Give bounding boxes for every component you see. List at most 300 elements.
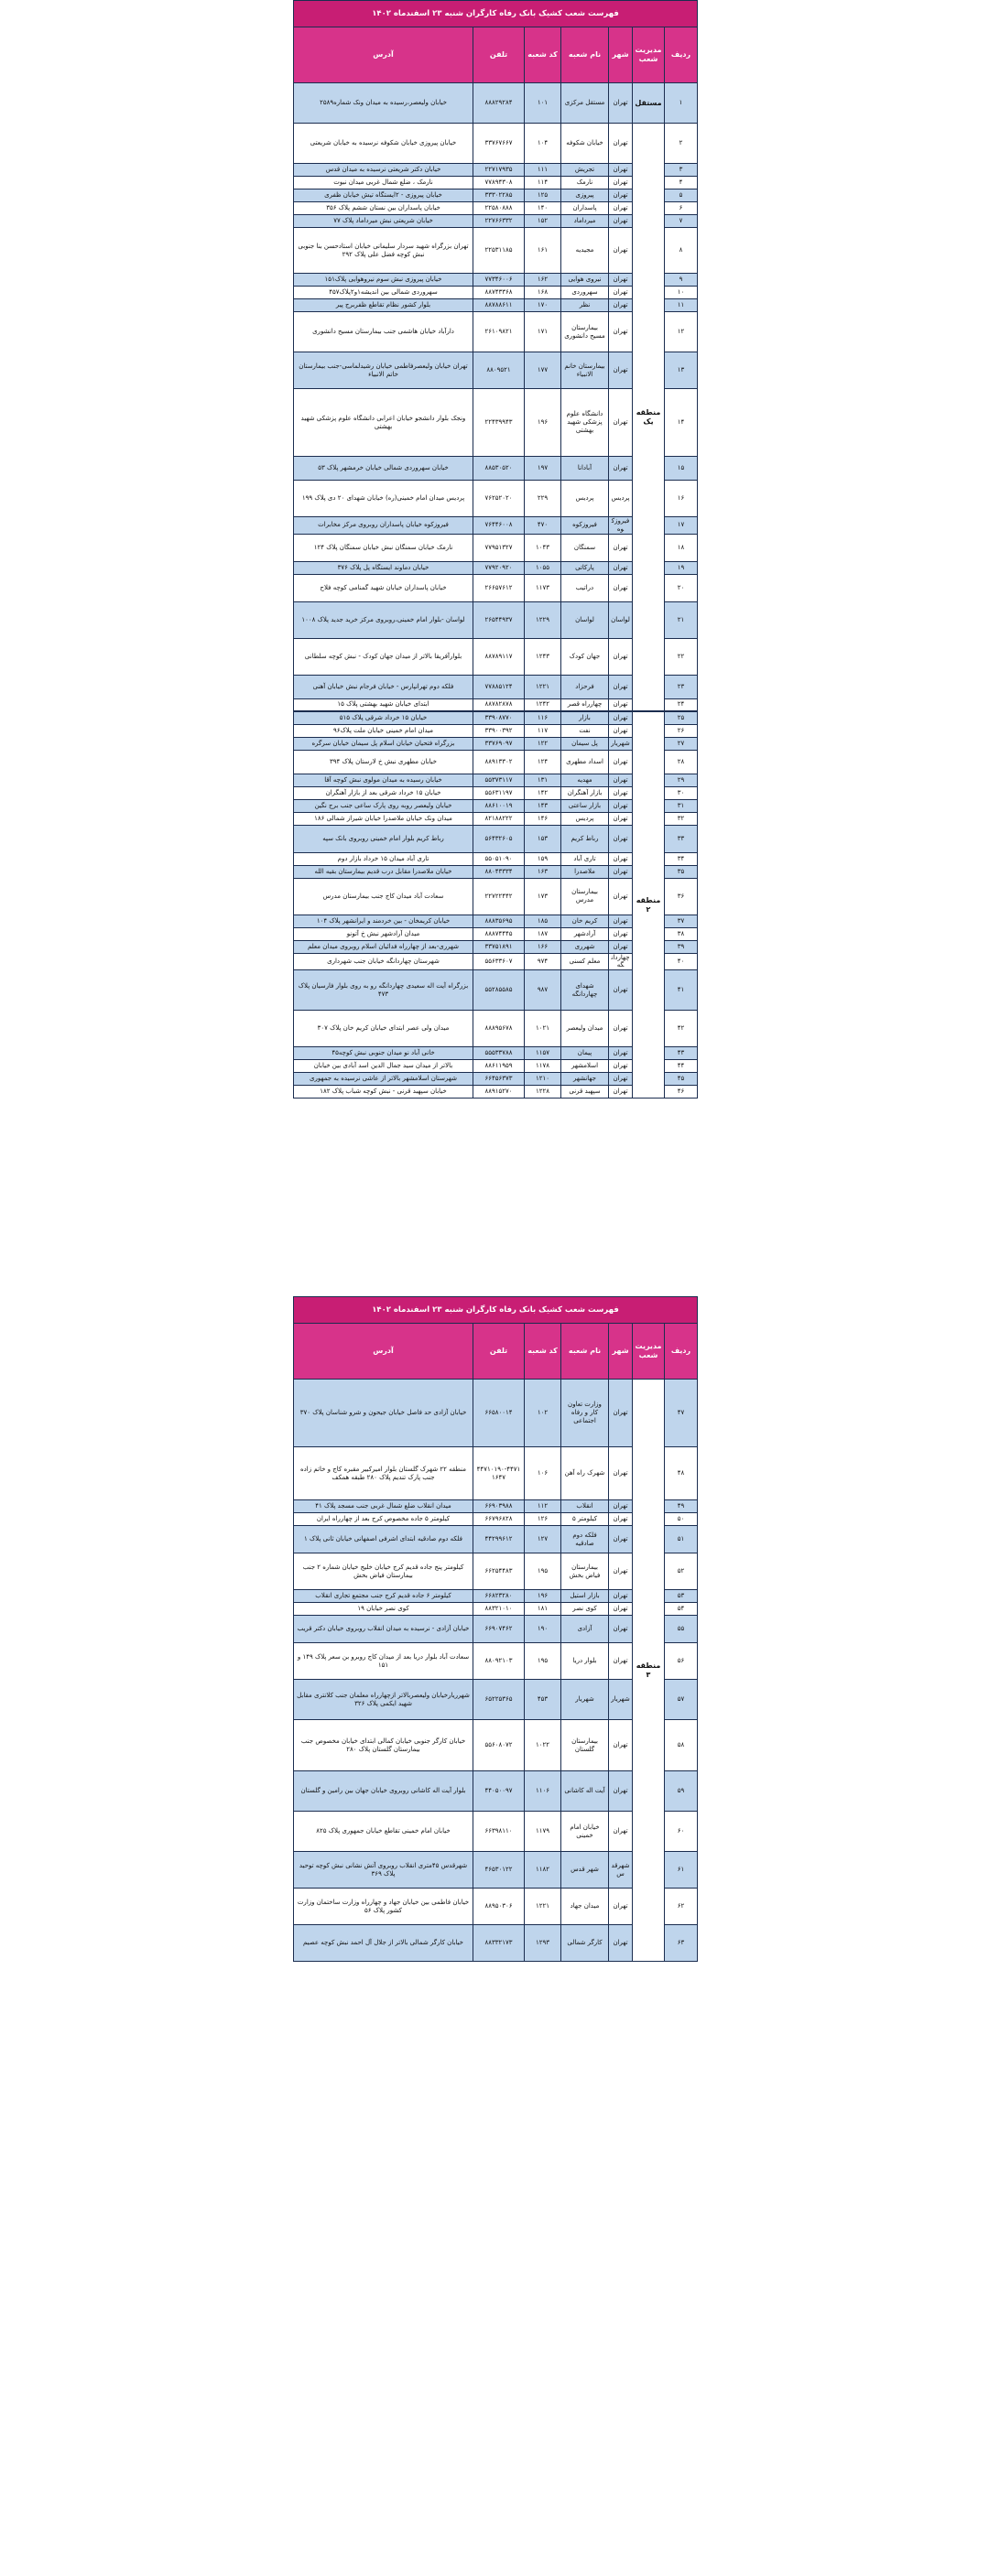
branch-name-cell: کریم خان	[561, 915, 609, 927]
city-cell: تهران	[609, 534, 633, 561]
branch-code-cell: ۱۷۰	[525, 299, 561, 312]
branch-name-cell: دراتیب	[561, 574, 609, 601]
phone-cell: ۶۶۳۹۸۱۱۰	[473, 1812, 525, 1852]
address-cell: بلوار آیت اله کاشانی روبروی خیابان جهان بین رامین و گلستان	[294, 1771, 473, 1812]
address-cell: لواسان -بلوار امام خمینی،روبروی مرکز خرید جدید پلاک ۱۰۰۸	[294, 601, 473, 638]
phone-cell: ۲۲۷۲۲۴۴۲	[473, 878, 525, 915]
row-number-cell: ۱	[665, 83, 698, 124]
address-cell: بزرگراه آیت اله سعیدی چهاردانگه رو به روی بلوار فارسیان پلاک ۴۷۳	[294, 970, 473, 1011]
phone-cell: ۲۶۱۰۹۸۲۱	[473, 312, 525, 352]
row-number-cell: ۹	[665, 274, 698, 287]
branch-code-cell: ۱۱۷۸	[525, 1060, 561, 1073]
branch-code-cell: ۱۲۲	[525, 737, 561, 750]
phone-cell: ۸۸۸۲۹۲۸۴	[473, 83, 525, 124]
address-cell: میدان ولی عصر ابتدای خیابان کریم خان پلاک ۳۰۷	[294, 1011, 473, 1047]
city-cell: تهران	[609, 724, 633, 737]
city-cell: تهران	[609, 638, 633, 675]
row-number-cell: ۶۰	[665, 1812, 698, 1852]
header-row-number: ردیف	[665, 1324, 698, 1380]
branch-code-cell: ۱۰۵۵	[525, 561, 561, 574]
row-number-cell: ۳	[665, 164, 698, 177]
branch-code-cell: ۱۷۱	[525, 312, 561, 352]
header-branch-code: کد شعبه	[525, 27, 561, 83]
branch-code-cell: ۱۰۴	[525, 124, 561, 164]
phone-cell: ۵۵۶۳۳۶۰۷	[473, 953, 525, 970]
row-number-cell: ۱۵	[665, 457, 698, 481]
management-cell: منطقه یک	[633, 124, 665, 712]
phone-cell: ۶۶۴۵۶۳۷۳	[473, 1073, 525, 1086]
branches-table-page-1	[293, 0, 698, 1099]
city-cell: شهرقدس	[609, 1852, 633, 1889]
city-cell: تهران	[609, 1086, 633, 1099]
city-cell: تهران	[609, 389, 633, 457]
phone-cell: ۲۲۵۳۱۱۸۵	[473, 228, 525, 274]
branch-code-cell: ۱۰۲	[525, 1380, 561, 1447]
row-number-cell: ۱۴	[665, 389, 698, 457]
city-cell: شهریار	[609, 1680, 633, 1720]
row-number-cell: ۱۰	[665, 287, 698, 299]
city-cell: تهران	[609, 786, 633, 799]
branch-code-cell: ۱۴۲	[525, 786, 561, 799]
phone-cell: ۶۶۵۸۰۰۱۴	[473, 1380, 525, 1447]
branch-code-cell: ۱۹۵	[525, 1643, 561, 1680]
branch-name-cell: فلکه دوم صادقیه	[561, 1526, 609, 1553]
branch-name-cell: بازار	[561, 711, 609, 724]
phone-cell: ۵۵۵۳۳۷۸۸	[473, 1047, 525, 1060]
city-cell: تهران	[609, 852, 633, 865]
city-cell: تهران	[609, 1380, 633, 1447]
address-cell: میدان امام خمینی خیابان ملت پلاک۹۶	[294, 724, 473, 737]
page-1	[293, 0, 698, 1099]
address-cell: خیابان پیروزی - ۲ایستگاه تیش خیابان ظفری	[294, 189, 473, 202]
address-cell: خیابان دماوند ایستگاه پل پلاک ۳۷۶	[294, 561, 473, 574]
address-cell: کوی نصر خیابان ۱۹	[294, 1603, 473, 1616]
phone-cell: ۸۸۸۷۴۴۴۵	[473, 927, 525, 940]
branch-name-cell: چهارراه قصر	[561, 698, 609, 711]
branch-name-cell: سمنگان	[561, 534, 609, 561]
branch-code-cell: ۱۱۵۷	[525, 1047, 561, 1060]
phone-cell: ۸۸۶۱۰۰۱۹	[473, 799, 525, 812]
branch-code-cell: ۱۲۶	[525, 1513, 561, 1526]
row-number-cell: ۱۷	[665, 517, 698, 535]
phone-cell: ۷۶۲۵۲۰۲۰	[473, 481, 525, 517]
branch-code-cell: ۱۹۶	[525, 1590, 561, 1603]
phone-cell: ۳۳۷۶۹۰۹۷	[473, 737, 525, 750]
row-number-cell: ۲۰	[665, 574, 698, 601]
branch-name-cell: معلم کسنی	[561, 953, 609, 970]
city-cell: تهران	[609, 812, 633, 825]
branch-code-cell: ۱۰۲۲	[525, 1720, 561, 1771]
branch-code-cell: ۱۲۱۰	[525, 1073, 561, 1086]
branch-name-cell: پردیس	[561, 812, 609, 825]
phone-cell: ۷۷۹۵۱۳۲۷	[473, 534, 525, 561]
city-cell: فیروزکوه	[609, 517, 633, 535]
city-cell: تهران	[609, 915, 633, 927]
branch-code-cell: ۱۰۱	[525, 83, 561, 124]
city-cell: تهران	[609, 1889, 633, 1925]
phone-cell: ۸۸۹۱۵۲۷۰	[473, 1086, 525, 1099]
city-cell: تهران	[609, 83, 633, 124]
branch-name-cell: پیمان	[561, 1047, 609, 1060]
address-cell: بلوار کشور نظام تقاطع ظفربرج پیر	[294, 299, 473, 312]
branch-code-cell: ۴۵۳	[525, 1680, 561, 1720]
row-number-cell: ۲۶	[665, 724, 698, 737]
branch-name-cell: نظر	[561, 299, 609, 312]
row-number-cell: ۳۱	[665, 799, 698, 812]
address-cell: خیابان فاطمی بین خیابان جهاد و چهارراه وزارت ساختمان وزارت کشور پلاک ۵۶	[294, 1889, 473, 1925]
branch-name-cell: شهرک راه آهن	[561, 1447, 609, 1500]
phone-cell: ۸۲۱۸۸۲۲۲	[473, 812, 525, 825]
header-management: مدیریت شعب	[633, 1324, 665, 1380]
city-cell: تهران	[609, 215, 633, 228]
city-cell: تهران	[609, 1500, 633, 1513]
row-number-cell: ۱۳	[665, 352, 698, 389]
row-number-cell: ۲۷	[665, 737, 698, 750]
branch-code-cell: ۱۴۶	[525, 812, 561, 825]
row-number-cell: ۱۶	[665, 481, 698, 517]
phone-cell: ۳۳۹۰۸۷۷۰	[473, 711, 525, 724]
branch-name-cell: تجریش	[561, 164, 609, 177]
address-cell: منطقه ۲۲ شهرک گلستان بلوار امیرکبیر مقبره کاج و خاتم زاده جنب پارک تندیم پلاک ۲۸۰ طبقه همکف	[294, 1447, 473, 1500]
row-number-cell: ۱۲	[665, 312, 698, 352]
header-address: آدرس	[294, 27, 473, 83]
row-number-cell: ۱۹	[665, 561, 698, 574]
city-cell: تهران	[609, 274, 633, 287]
city-cell: تهران	[609, 1720, 633, 1771]
row-number-cell: ۵۵	[665, 1616, 698, 1643]
address-cell: کیلومتر ۵ جاده مخصوص کرج بعد از چهارراه ایران	[294, 1513, 473, 1526]
branch-code-cell: ۱۲۵	[525, 189, 561, 202]
table-title: فهرست شعب کشیک بانک رفاه کارگران شنبه ۲۳ اسفندماه ۱۴۰۲	[294, 1, 698, 27]
branch-code-cell: ۱۱۲	[525, 1500, 561, 1513]
address-cell: شهرستان اسلامشهر بالاتر از عاشی نرسیده به جمهوری	[294, 1073, 473, 1086]
branch-name-cell: بیمارستان گلستان	[561, 1720, 609, 1771]
city-cell: تهران	[609, 1590, 633, 1603]
branch-code-cell: ۱۸۷	[525, 927, 561, 940]
address-cell: خیابان پاسداران خیابان شهید گمنامی کوچه فلاح	[294, 574, 473, 601]
branch-name-cell: آبادانا	[561, 457, 609, 481]
branch-name-cell: کارگر شمالی	[561, 1925, 609, 1962]
city-cell: تهران	[609, 1513, 633, 1526]
phone-cell: ۸۸۶۱۱۹۵۹	[473, 1060, 525, 1073]
city-cell: تهران	[609, 825, 633, 852]
phone-cell: ۸۸۳۲۱۰۱۰	[473, 1603, 525, 1616]
address-cell: خیابان رسیده به میدان مولوی نبش کوچه آقا	[294, 774, 473, 786]
city-cell: تهران	[609, 1771, 633, 1812]
city-cell: تهران	[609, 457, 633, 481]
address-cell: ابتدای خیابان شهید بهشتی پلاک ۱۵	[294, 698, 473, 711]
phone-cell: ۳۳۹۰۰۳۹۲	[473, 724, 525, 737]
address-cell: سهروردی شمالی بین اندیشه۱و۲پلاک۴۵۷	[294, 287, 473, 299]
phone-cell: ۴۴۲۹۹۶۱۲	[473, 1526, 525, 1553]
phone-cell: ۸۸۷۴۳۳۶۸	[473, 287, 525, 299]
row-number-cell: ۳۳	[665, 825, 698, 852]
row-number-cell: ۵۰	[665, 1513, 698, 1526]
city-cell: تهران	[609, 865, 633, 878]
branch-name-cell: پارکاتی	[561, 561, 609, 574]
row-number-cell: ۲۱	[665, 601, 698, 638]
table-title: فهرست شعب کشیک بانک رفاه کارگران شنبه ۲۳ اسفندماه ۱۴۰۲	[294, 1297, 698, 1324]
row-number-cell: ۶۳	[665, 1925, 698, 1962]
city-cell: لواسان	[609, 601, 633, 638]
header-city: شهر	[609, 1324, 633, 1380]
address-cell: شهرستان چهاردانگه خیابان جنب شهرداری	[294, 953, 473, 970]
page-2	[293, 1296, 698, 1962]
phone-cell: ۴۴۰۵۰۰۹۷	[473, 1771, 525, 1812]
branch-code-cell: ۱۹۰	[525, 1616, 561, 1643]
phone-cell: ۷۷۳۴۶۰۰۶	[473, 274, 525, 287]
address-cell: خیابان شریعتی نبش میرداماد پلاک ۷۷	[294, 215, 473, 228]
row-number-cell: ۵۸	[665, 1720, 698, 1771]
city-cell: تهران	[609, 312, 633, 352]
branch-code-cell: ۱۲۷	[525, 1526, 561, 1553]
branch-name-cell: دانشگاه علوم پزشکی شهید بهشتی	[561, 389, 609, 457]
branch-name-cell: بیمارستان فیاض بخش	[561, 1553, 609, 1590]
row-number-cell: ۳۷	[665, 915, 698, 927]
city-cell: تهران	[609, 1073, 633, 1086]
table-row	[294, 124, 698, 164]
row-number-cell: ۴۳	[665, 1047, 698, 1060]
branch-code-cell: ۴۷۰	[525, 517, 561, 535]
branch-code-cell: ۱۲۲۱	[525, 1889, 561, 1925]
branch-code-cell: ۱۱۴	[525, 177, 561, 189]
phone-cell: ۷۷۸۹۴۳۰۸	[473, 177, 525, 189]
branch-code-cell: ۱۰۴۳	[525, 534, 561, 561]
city-cell: تهران	[609, 799, 633, 812]
address-cell: شهرری-بعد از چهارراه فدائیان اسلام روبروی میدان معلم	[294, 940, 473, 953]
city-cell: تهران	[609, 189, 633, 202]
header-branch-code: کد شعبه	[525, 1324, 561, 1380]
branch-code-cell: ۱۱۷	[525, 724, 561, 737]
branch-name-cell: پل سیمان	[561, 737, 609, 750]
row-number-cell: ۴۵	[665, 1073, 698, 1086]
city-cell: تهران	[609, 1603, 633, 1616]
row-number-cell: ۴۷	[665, 1380, 698, 1447]
branch-name-cell: تاری آباد	[561, 852, 609, 865]
address-cell: خیابان آزادی حد فاصل خیابان جیحون و شرو شناسان پلاک ۳۷۰	[294, 1380, 473, 1447]
address-cell: تاری آباد میدان ۱۵ خرداد بازار دوم	[294, 852, 473, 865]
branch-code-cell: ۱۴۳	[525, 799, 561, 812]
table-row	[294, 711, 698, 724]
branch-code-cell: ۱۶۲	[525, 274, 561, 287]
branch-code-cell: ۱۰۶	[525, 1447, 561, 1500]
city-cell: تهران	[609, 675, 633, 698]
branch-name-cell: رباط کریم	[561, 825, 609, 852]
branch-code-cell: ۱۲۲۱	[525, 675, 561, 698]
city-cell: تهران	[609, 177, 633, 189]
address-cell: خیابان مطهری نبش خ لارستان پلاک ۳۹۴	[294, 750, 473, 774]
city-cell: تهران	[609, 1526, 633, 1553]
phone-cell: ۳۳۳۰۲۲۸۵	[473, 189, 525, 202]
city-cell: تهران	[609, 202, 633, 215]
phone-cell: ۳۳۷۵۱۸۹۱	[473, 940, 525, 953]
row-number-cell: ۵	[665, 189, 698, 202]
row-number-cell: ۴۹	[665, 1500, 698, 1513]
branch-name-cell: مهدیه	[561, 774, 609, 786]
city-cell: تهران	[609, 228, 633, 274]
address-cell: فیروزکوه خیابان پاسداران روبروی مرکز مخابرات	[294, 517, 473, 535]
address-cell: خیابان سپهبد قرنی - نبش کوچه شباب پلاک ۱۸۲	[294, 1086, 473, 1099]
city-cell: تهران	[609, 698, 633, 711]
city-cell: تهران	[609, 1643, 633, 1680]
phone-cell: ۶۶۹۰۷۴۶۲	[473, 1616, 525, 1643]
branch-name-cell: پاسداران	[561, 202, 609, 215]
branch-name-cell: نارمک	[561, 177, 609, 189]
address-cell: دارآباد خیابان هاشمی جنب بیمارستان مسیح دانشوری	[294, 312, 473, 352]
branch-name-cell: بازار استیل	[561, 1590, 609, 1603]
phone-cell: ۶۶۹۰۳۹۸۸	[473, 1500, 525, 1513]
row-number-cell: ۴۲	[665, 1011, 698, 1047]
row-number-cell: ۷	[665, 215, 698, 228]
city-cell: تهران	[609, 574, 633, 601]
branch-name-cell: مجیدیه	[561, 228, 609, 274]
address-cell: خیابان ولیعصر روبه روی پارک ساعی جنب برج نگین	[294, 799, 473, 812]
row-number-cell: ۵۳	[665, 1590, 698, 1603]
row-number-cell: ۵۲	[665, 1553, 698, 1590]
city-cell: تهران	[609, 970, 633, 1011]
branch-code-cell: ۱۱۰۶	[525, 1771, 561, 1812]
phone-cell: ۶۶۲۵۴۴۸۳	[473, 1553, 525, 1590]
phone-cell: ۵۶۴۳۲۶۰۵	[473, 825, 525, 852]
address-cell: خیابان امام خمینی تقاطع خیابان جمهوری پلاک ۸۲۵	[294, 1812, 473, 1852]
city-cell: تهران	[609, 1047, 633, 1060]
row-number-cell: ۲۵	[665, 711, 698, 724]
branch-name-cell: آزادی	[561, 1616, 609, 1643]
branch-code-cell: ۹۷۴	[525, 953, 561, 970]
address-cell: میدان آرادشهر نبش خ آتونو	[294, 927, 473, 940]
row-number-cell: ۳۴	[665, 852, 698, 865]
row-number-cell: ۲۴	[665, 698, 698, 711]
city-cell: چهاردانگه	[609, 953, 633, 970]
phone-cell: ۸۸۰۹۲۱۰۳	[473, 1643, 525, 1680]
phone-cell: ۲۶۶۵۷۶۱۲	[473, 574, 525, 601]
city-cell: تهران	[609, 1011, 633, 1047]
branch-name-cell: شهریار	[561, 1680, 609, 1720]
address-cell: رباط کریم بلوار امام خمینی روبروی بانک سپه	[294, 825, 473, 852]
branch-code-cell: ۱۵۳	[525, 825, 561, 852]
branch-name-cell: کوی نصر	[561, 1603, 609, 1616]
address-cell: شهرریارخیابان ولیعصربالاتر ازچهارراه معلمان جنب کلانتری مقابل شهید ایکمی پلاک ۳۲۶	[294, 1680, 473, 1720]
branch-name-cell: فرحزاد	[561, 675, 609, 698]
branch-code-cell: ۱۶۶	[525, 940, 561, 953]
branch-code-cell: ۱۱۷۳	[525, 574, 561, 601]
address-cell: خیابان کریمخان - بین خردمند و ایرانشهر پلاک ۱۰۴	[294, 915, 473, 927]
branch-code-cell: ۱۲۴	[525, 750, 561, 774]
management-cell: مستقل	[633, 83, 665, 124]
phone-cell: ۵۵۲۸۵۵۸۵	[473, 970, 525, 1011]
row-number-cell: ۶۲	[665, 1889, 698, 1925]
phone-cell: ۲۲۷۱۷۹۳۵	[473, 164, 525, 177]
address-cell: بالاتر از میدان سید جمال الدین اسد آبادی بین خیابان	[294, 1060, 473, 1073]
row-number-cell: ۴۰	[665, 953, 698, 970]
address-cell: خیابان پیروزی خیابان شکوفه نرسیده به خیابان شریعتی	[294, 124, 473, 164]
address-cell: خیابان سهروردی شمالی خیابان خرمشهر پلاک ۵۳	[294, 457, 473, 481]
city-cell: تهران	[609, 164, 633, 177]
row-number-cell: ۶	[665, 202, 698, 215]
branch-code-cell: ۲۲۹	[525, 481, 561, 517]
city-cell: تهران	[609, 561, 633, 574]
phone-cell: ۸۸۷۸۲۸۷۸	[473, 698, 525, 711]
address-cell: خیابان ۱۵ خرداد شرقی بعد از بازار آهنگران	[294, 786, 473, 799]
branch-code-cell: ۹۸۷	[525, 970, 561, 1011]
address-cell: خیابان ملاصدرا مقابل درب قدیم بیمارستان بقیه الله	[294, 865, 473, 878]
address-cell: خیابان دکتر شریعتی نرسیده به میدان قدس	[294, 164, 473, 177]
address-cell: پردیس میدان امام خمینی(ره) خیابان شهدای ۲۰ دی پلاک ۱۹۹	[294, 481, 473, 517]
row-number-cell: ۶۱	[665, 1852, 698, 1889]
phone-cell: ۸۸۹۱۳۳۰۲	[473, 750, 525, 774]
city-cell: تهران	[609, 124, 633, 164]
phone-cell: ۸۸۹۵۰۳۰۶	[473, 1889, 525, 1925]
branch-code-cell: ۱۹۷	[525, 457, 561, 481]
row-number-cell: ۱۱	[665, 299, 698, 312]
city-cell: تهران	[609, 1616, 633, 1643]
city-cell: تهران	[609, 352, 633, 389]
address-cell: خیابان کارگر شمالی بالاتر از جلال آل احمد نبش کوچه عصیم	[294, 1925, 473, 1962]
branch-name-cell: پیروزی	[561, 189, 609, 202]
row-number-cell: ۲۸	[665, 750, 698, 774]
branch-code-cell: ۱۱۸۲	[525, 1852, 561, 1889]
phone-cell: ۲۲۴۳۹۹۴۳	[473, 389, 525, 457]
address-cell: خیابان آزادی - نرسیده به میدان انقلاب روبروی خیابان دکتر قریب	[294, 1616, 473, 1643]
address-cell: خیابان پیروزی نبش سوم نیروهوایی پلاک۱۵۱	[294, 274, 473, 287]
city-cell: تهران	[609, 1553, 633, 1590]
address-cell: خیابان پاسداران بین نستان ششم پلاک ۳۵۶	[294, 202, 473, 215]
address-cell: فلکه دوم تهرانپارس - خیابان فرجام نبش خیابان آهنی	[294, 675, 473, 698]
city-cell: تهران	[609, 1447, 633, 1500]
row-number-cell: ۳۲	[665, 812, 698, 825]
address-cell: تهران خیابان ولیعصرفاطمی خیابان رشیدلماسی-جنب بیمارستان خاتم الانبیاء	[294, 352, 473, 389]
branch-code-cell: ۱۲۴۲	[525, 698, 561, 711]
row-number-cell: ۳۹	[665, 940, 698, 953]
branch-name-cell: بلوار دریا	[561, 1643, 609, 1680]
branch-name-cell: اسداد مطهری	[561, 750, 609, 774]
branch-name-cell: آیت اله کاشانی	[561, 1771, 609, 1812]
address-cell: خیابان ولیعصر،رسیده به میدان ونک شماره۲۵۸۹	[294, 83, 473, 124]
phone-cell: ۸۸۸۳۵۶۹۵	[473, 915, 525, 927]
city-cell: تهران	[609, 878, 633, 915]
branch-name-cell: کیلومتر ۵	[561, 1513, 609, 1526]
branch-name-cell: اسلامشهر	[561, 1060, 609, 1073]
branch-name-cell: لواسان	[561, 601, 609, 638]
phone-cell: ۵۵۶۰۸۰۷۲	[473, 1720, 525, 1771]
row-number-cell: ۳۵	[665, 865, 698, 878]
phone-cell: ۸۸۷۸۹۱۱۷	[473, 638, 525, 675]
branch-code-cell: ۱۶۸	[525, 287, 561, 299]
city-cell: تهران	[609, 774, 633, 786]
address-cell: شهرقدس ۴۵متری انقلاب روبروی آتش نشانی نبش کوچه توحید پلاک ۳۶۹	[294, 1852, 473, 1889]
header-address: آدرس	[294, 1324, 473, 1380]
phone-cell: ۲۶۵۴۴۹۳۷	[473, 601, 525, 638]
table-row	[294, 1380, 698, 1447]
branch-code-cell: ۱۱۶	[525, 711, 561, 724]
branch-name-cell: انقلاب	[561, 1500, 609, 1513]
branch-name-cell: ملاصدرا	[561, 865, 609, 878]
phone-cell: ۵۵۶۳۱۱۹۷	[473, 786, 525, 799]
phone-cell: ۵۵۳۷۳۱۱۷	[473, 774, 525, 786]
address-cell: تهران بزرگراه شهید سردار سلیمانی خیابان استادحسن بنا جنوبی نبش کوچه فضل علی پلاک ۲۹۲	[294, 228, 473, 274]
header-branch-name: نام شعبه	[561, 27, 609, 83]
address-cell: خانی آباد نو میدان جنوبی نبش کوچه۴۵	[294, 1047, 473, 1060]
row-number-cell: ۲	[665, 124, 698, 164]
address-cell: ونجک بلوار دانشجو خیابان اعرابی دانشگاه علوم پزشکی شهید بهشتی	[294, 389, 473, 457]
phone-cell: ۸۸۰۹۵۲۱	[473, 352, 525, 389]
header-city: شهر	[609, 27, 633, 83]
phone-cell: ۷۶۴۴۶۰۰۸	[473, 517, 525, 535]
row-number-cell: ۴۱	[665, 970, 698, 1011]
phone-cell: ۵۵۰۵۱۰۹۰	[473, 852, 525, 865]
branch-code-cell: ۱۷۳	[525, 878, 561, 915]
branch-name-cell: شهر قدس	[561, 1852, 609, 1889]
